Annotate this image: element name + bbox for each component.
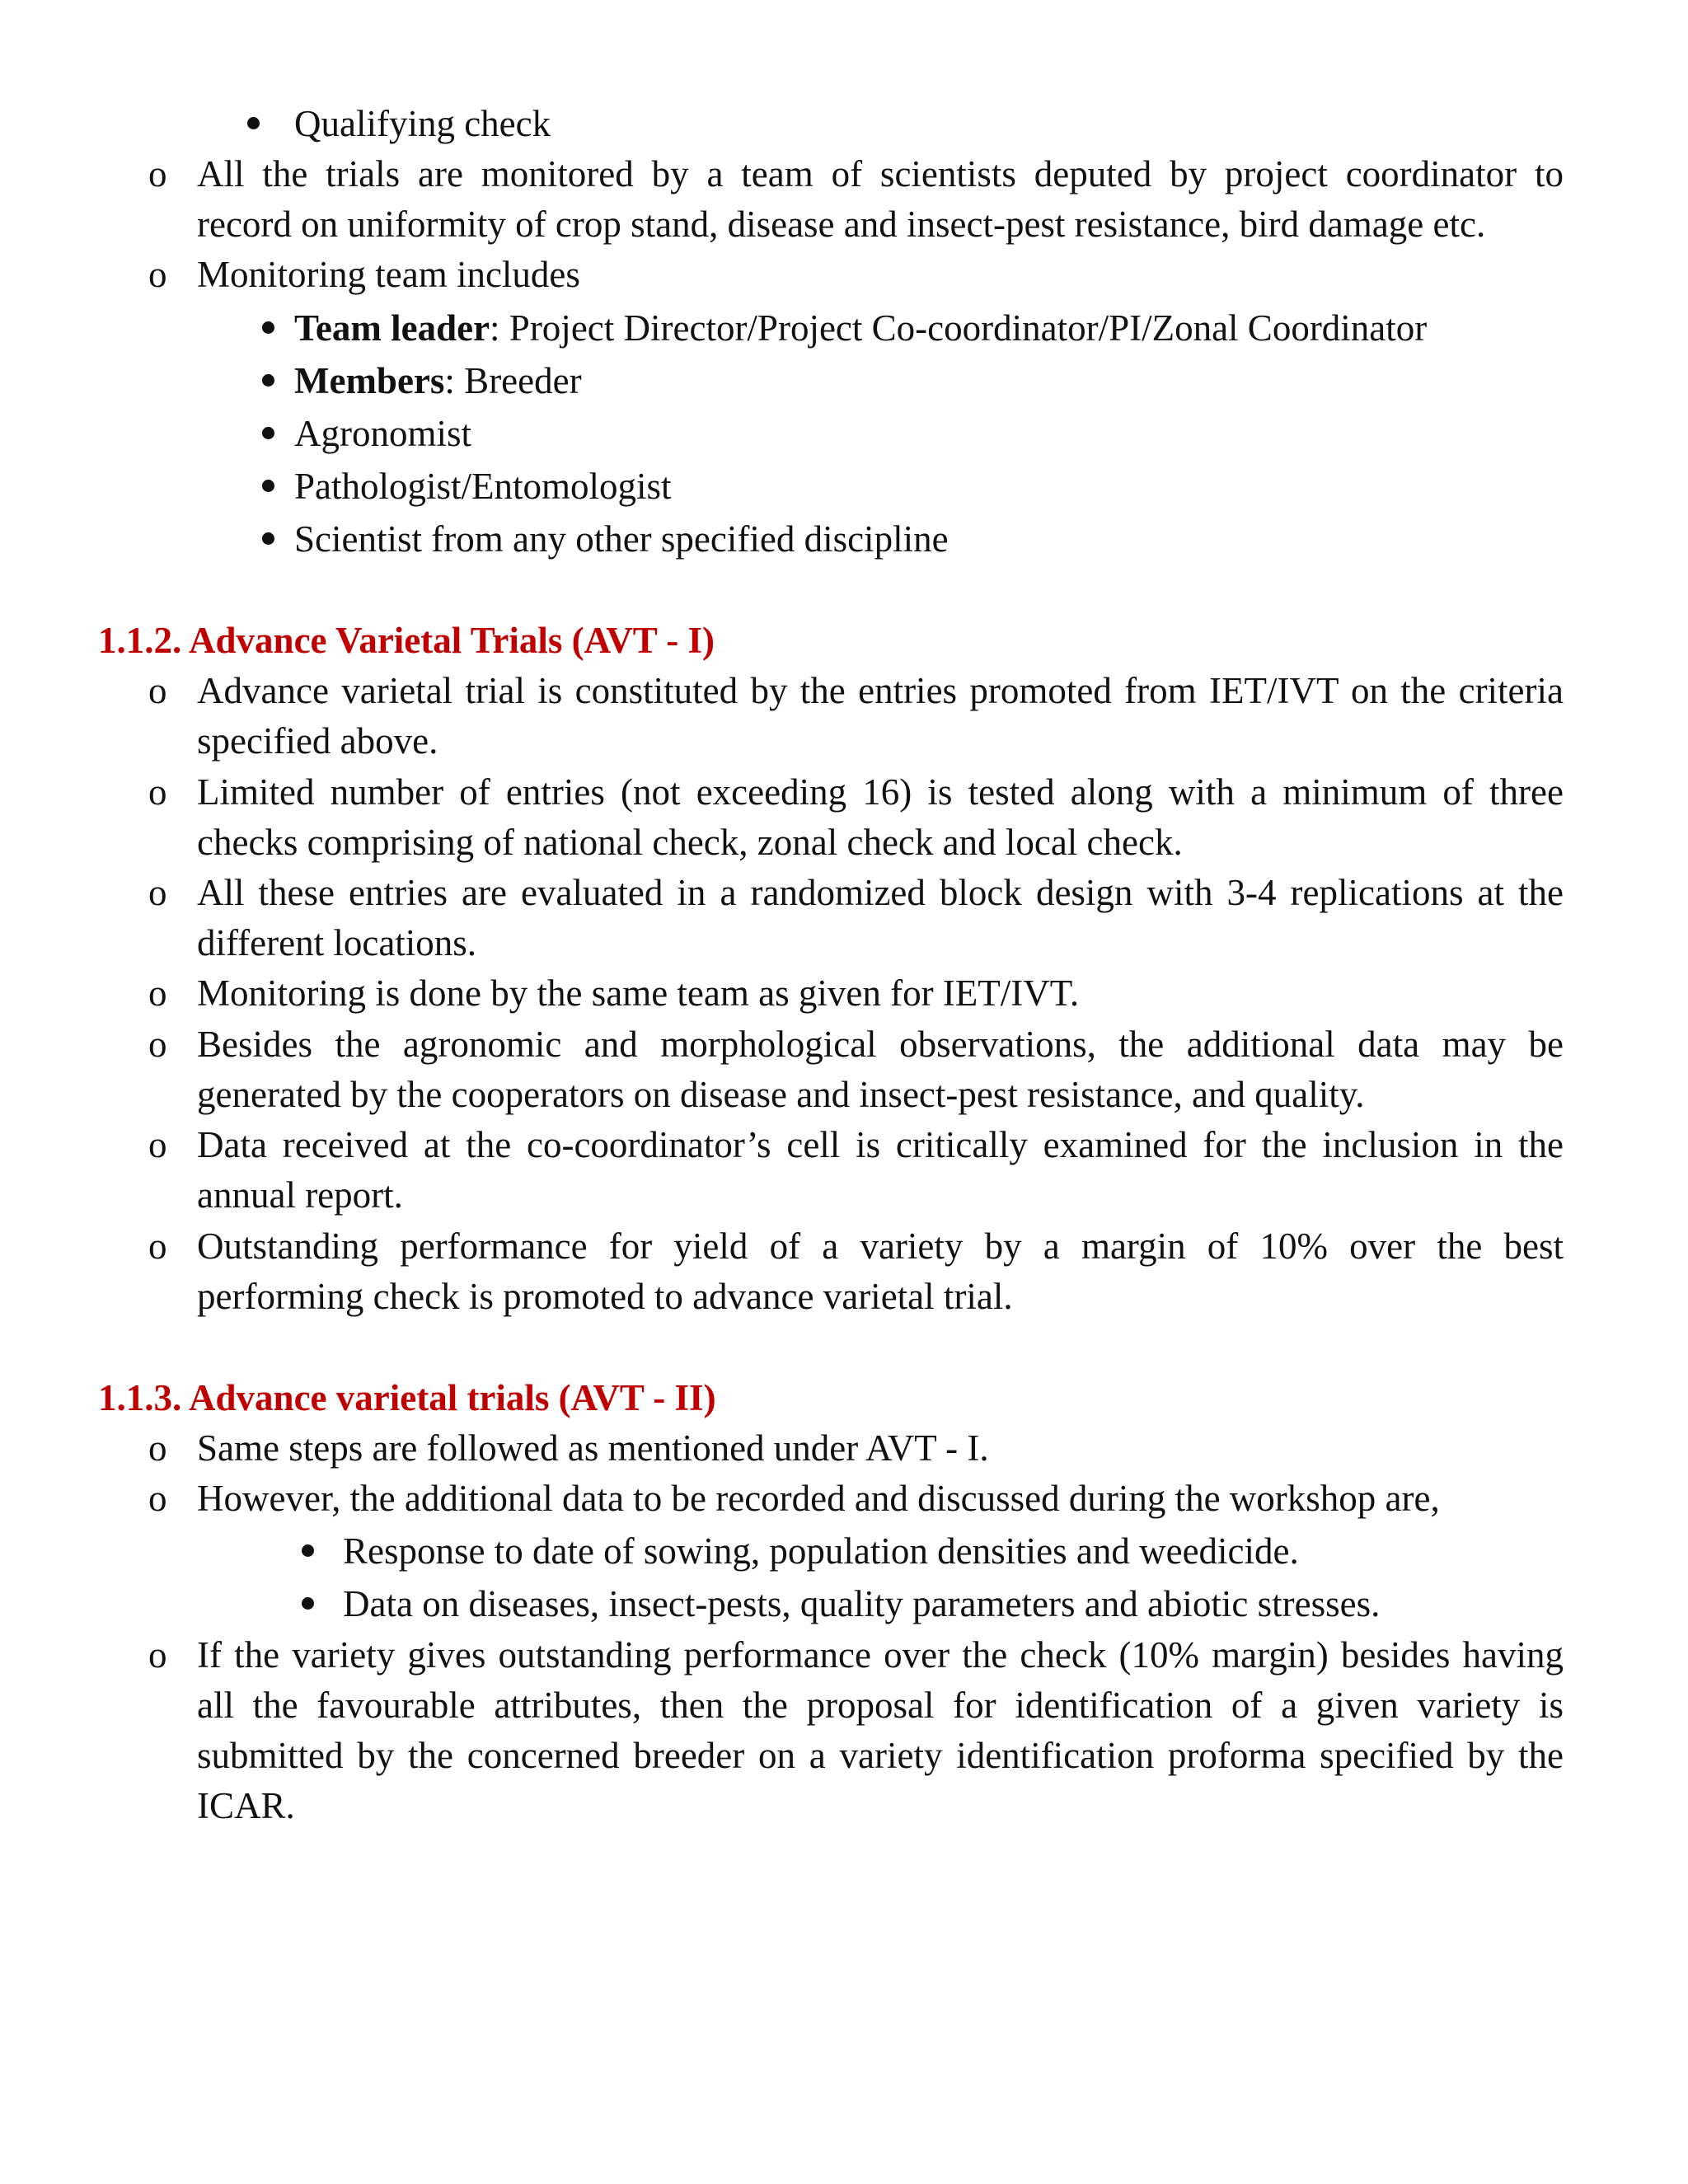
circle-marker: o (148, 153, 167, 194)
avt2-item-3-line-1: If the variety gives outstanding performance over the check (10% margin) besides having (197, 1634, 1564, 1675)
bullet-qualifying-check: Qualifying check (294, 103, 551, 144)
avt1-item-7-line-1: Outstanding performance for yield of a variety by a margin of 10% over the best (197, 1226, 1564, 1267)
team-leader-text: : Project Director/Project Co-coordinator/PI/Zonal Coordinator (490, 307, 1428, 349)
avt1-item-1-line-1: Advance varietal trial is constituted by the entries promoted from IET/IVT on the criteria (197, 670, 1564, 711)
avt1-item-2-line-1: Limited number of entries (not exceeding 16) is tested along with a minimum of three (197, 771, 1564, 813)
avt1-item-2-line-2: checks comprising of national check, zonal check and local check. (197, 822, 1183, 863)
bullet-dot (262, 374, 274, 387)
circle-marker: o (148, 972, 167, 1014)
bullet-dot (262, 532, 274, 545)
avt1-item-3-line-1: All these entries are evaluated in a randomized block design with 3-4 replications at the (197, 872, 1564, 913)
avt2-item-1-line-1: Same steps are followed as mentioned under AVT - I. (197, 1427, 989, 1469)
avt2-item-3-line-4: ICAR. (197, 1785, 295, 1826)
team-pathologist: Pathologist/Entomologist (294, 466, 672, 507)
circle-marker: o (148, 254, 167, 295)
avt2-item-2-line-1: However, the additional data to be recorded and discussed during the workshop are, (197, 1478, 1440, 1519)
circle-marker: o (148, 670, 167, 711)
avt2-sub-bullet-2: Data on diseases, insect-pests, quality parameters and abiotic stresses. (343, 1583, 1381, 1624)
section-heading-avt-1: 1.1.2. Advance Varietal Trials (AVT - I) (98, 620, 715, 661)
avt1-item-1-line-2: specified above. (197, 720, 438, 762)
bullet-dot (262, 480, 274, 492)
circle-marker: o (148, 1427, 167, 1469)
avt1-item-5-line-2: generated by the cooperators on disease and insect-pest resistance, and quality. (197, 1074, 1365, 1115)
members-line (294, 355, 582, 406)
avt2-sub-bullet-1: Response to date of sowing, population densities and weedicide. (343, 1530, 1299, 1572)
members-label: Members (294, 360, 445, 401)
team-agronomist: Agronomist (294, 413, 472, 454)
bullet-dot (302, 1544, 314, 1557)
circle-marker: o (148, 1634, 167, 1675)
bullet-dot (247, 117, 260, 129)
avt2-item-3-line-2: all the favourable attributes, then the proposal for identification of a given variety is (197, 1685, 1564, 1726)
avt2-item-3-line-3: submitted by the concerned breeder on a variety identification proforma specified by the (197, 1735, 1564, 1776)
avt1-item-7-line-2: performing check is promoted to advance varietal trial. (197, 1276, 1013, 1317)
section-heading-avt-2: 1.1.3. Advance varietal trials (AVT - II) (98, 1377, 716, 1418)
avt1-item-3-line-2: different locations. (197, 922, 477, 963)
avt1-item-6-line-2: annual report. (197, 1174, 403, 1216)
bullet-dot (262, 321, 274, 334)
team-leader-label: Team leader (294, 307, 490, 349)
team-scientist: Scientist from any other specified discipline (294, 518, 949, 560)
bullet-dot (302, 1597, 314, 1610)
avt1-item-4-line-1: Monitoring is done by the same team as given for IET/IVT. (197, 972, 1080, 1014)
circle-marker: o (148, 872, 167, 913)
circle-marker: o (148, 1024, 167, 1065)
circle-marker: o (148, 1478, 167, 1519)
avt1-item-5-line-1: Besides the agronomic and morphological observations, the additional data may be (197, 1024, 1564, 1065)
item-monitoring-team: Monitoring team includes (197, 254, 580, 295)
circle-marker: o (148, 1226, 167, 1267)
members-text: : Breeder (444, 360, 582, 401)
circle-marker: o (148, 1124, 167, 1165)
avt1-item-6-line-1: Data received at the co-coordinator’s cell is critically examined for the inclusion in the (197, 1124, 1564, 1165)
item-monitored-line-1: All the trials are monitored by a team of scientists deputed by project coordinator to (197, 153, 1564, 194)
bullet-dot (262, 427, 274, 439)
team-leader-line (294, 302, 1427, 354)
item-monitored-line-2: record on uniformity of crop stand, disease and insect-pest resistance, bird damage etc. (197, 204, 1486, 245)
circle-marker: o (148, 771, 167, 813)
